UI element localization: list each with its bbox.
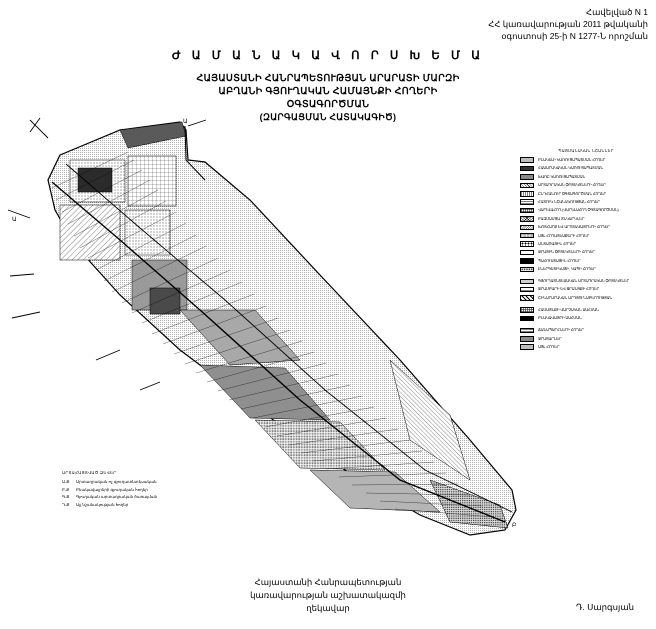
title-sub-2: ԱԲՂԱՆԻ ԳՅՈՒՂԱԿԱՆ ՀԱՄԱՅՆՔԻ ՀՈՂԵՐԻ [218, 86, 438, 97]
legend-item [520, 327, 652, 333]
legend-swatch-icon [520, 316, 534, 322]
abbreviation-key: Բ-Ք [62, 486, 70, 492]
abbreviation-key: Ա-Ք [62, 479, 70, 484]
legend-item [520, 182, 652, 188]
legend-swatch-icon [520, 157, 534, 163]
legend-swatch-icon [520, 166, 534, 172]
legend-swatch-icon [520, 279, 534, 285]
legend-swatch-icon [520, 174, 534, 180]
legend-item-label: ՋՐԱՅԻՆ ՕԲՅԵԿՏՆԵՐԻ ՀՈՂԵՐ [538, 250, 595, 255]
legend-item-label: ԱՅԼ ՀՈՂԵՐ [538, 344, 560, 350]
abbreviation-text: Այլ նշանակության հողեր [76, 501, 129, 507]
abbreviation-row [62, 502, 192, 508]
legend-item-label: ԱՐՏԱԴՐԱԿԱՆ ՕԲՅԵԿՏՆԵՐԻ ՀՈՂԵՐ [538, 183, 606, 188]
legend-swatch-icon [520, 199, 534, 205]
abbreviation-row [62, 494, 192, 500]
legend-item [520, 199, 652, 205]
legend-item-label: ՎԱՐԵԼԱՀՈՂ (ՎԱՐԵԼԱՀՈՂ ՕԳՏԱԳՈՐԾՄԱՆ) [538, 208, 619, 213]
legend-item-label: ԲԱԶՄԱՄՅԱ ՏՆԿԱՐԿՆԵՐ [538, 216, 585, 221]
title-sub-1: ՀԱՅԱՍՏԱՆԻ ՀԱՆՐԱՊԵՏՈՒԹՅԱՆ ԱՐԱՐԱՏԻ ՄԱՐԶԻ [196, 73, 460, 84]
legend-item-label: ՀԱՏՈՒԿ ՆՇԱՆԱԿՈՒԹՅԱՆ ՀՈՂԵՐ [538, 199, 600, 205]
legend-item-label: ՀԱՍԱՐԱԿԱԿԱՆ ԿԱՌՈՒՑԱՊԱՏՄԱՆ [538, 166, 603, 171]
legend-item [520, 336, 652, 342]
legend-item [520, 233, 652, 239]
legend-swatch-icon [520, 183, 534, 189]
header-line-1: Հավելված N 1 [586, 7, 648, 17]
legend-item-label: ԽԱՌԸ ԿԱՌՈՒՑԱՊԱՏՄԱՆ [538, 174, 586, 179]
legend-item [520, 166, 652, 172]
legend-swatch-icon [520, 344, 534, 350]
abbreviation-text: Գյուղական արտադրական ծառայման [76, 494, 158, 499]
legend-item-label: ԸՆԴՀԱՆՈՒՐ ՕԳՏԱԳՈՐԾՄԱՆ ՀՈՂԵՐ [538, 191, 606, 196]
abbreviation-legend-title: ԱՐՏԱՀԱՅՏՎԱԾ ՁԵՎԵՐ [62, 470, 117, 475]
abbreviation-legend [62, 470, 192, 509]
legend-item [520, 344, 652, 350]
legend-item-label: ԷՆԵՐԳԵՏԻԿԱՅԻ, ԿԱՊԻ ՀՈՂԵՐ [538, 266, 596, 272]
legend-item [520, 191, 652, 197]
legend-item-label: ՀԱՄԱՅՆՔԻ ՎԱՐՉԱԿԱՆ ՍԱՀՄԱՆ [538, 307, 599, 312]
header-line-3: օգոստոսի 25-ի N 1277-Ն որոշման [501, 31, 648, 41]
abbreviation-row [62, 479, 192, 485]
legend-swatch-icon [520, 225, 534, 231]
footer-block [0, 576, 656, 615]
legend-item [520, 241, 652, 247]
legend-swatch-icon [520, 208, 534, 214]
legend-item [520, 157, 652, 163]
footer-line-3: ղեկավար [306, 603, 350, 613]
abbreviation-key: Գ-Ք [62, 494, 70, 499]
legend-swatch-icon [520, 250, 534, 256]
legend-swatch-icon [520, 287, 534, 293]
legend-item [520, 208, 652, 214]
footer-line-1: Հայաստանի Հանրապետության [254, 577, 402, 587]
legend-swatch-icon [520, 216, 534, 222]
legend-item [520, 278, 652, 284]
legend-swatch-icon [520, 241, 534, 247]
legend-item [520, 315, 652, 321]
abbreviation-text: Արտադրական ոչ գյուղատնտեսական [76, 479, 157, 484]
page-title: Ժ Ա Մ Ա Ն Ա Կ Ա Վ Ո Ր Ս Խ Ե Մ Ա [171, 50, 485, 62]
abbreviation-rows [62, 479, 192, 508]
legend-item-label: ՋՐԱՏԱՐՆԵՐ [538, 336, 562, 341]
legend-item [520, 174, 652, 180]
legend-item [520, 266, 652, 272]
legend-item-label: ԽՈՏՀԱՐՔ ԵՎ ԱՐՈՏԱՎԱՅՐԵՐԻ ՀՈՂԵՐ [538, 225, 610, 230]
legend-swatch-icon [520, 258, 534, 264]
legend-item [520, 258, 652, 264]
legend-item [520, 250, 652, 256]
legend-swatch-icon [520, 295, 534, 301]
abbreviation-key: Դ-Ք [62, 501, 70, 507]
footer-line-2: կառավարության աշխատակազմի [250, 590, 406, 600]
map-label-2: Բ [512, 523, 517, 529]
title-sub-4: (ԶԱՐԳԱՑՄԱՆ ՀԱՏԱԿԱԳԻԾ) [259, 112, 397, 122]
title-sub-3: ՕԳՏԱԳՈՐԾՄԱՆ [286, 99, 370, 110]
legend-item-label: ԲՆԱԿԵԼԻ ԿԱՌՈՒՑԱՊԱՏՄԱՆ ՀՈՂԵՐ [538, 157, 606, 163]
abbreviation-text: Բնակավայրերի գյուղական հողեր [76, 486, 148, 492]
abbreviation-row [62, 487, 192, 493]
legend-swatch-icon [520, 233, 534, 239]
legend-item [520, 307, 652, 313]
map-label-1: Ա [12, 217, 17, 223]
legend-item-label: ՇԻՆԱՐԱՐԱԿԱՆ ԱՐԴՅՈՒՆԱԲԵՐՈՒԹՅԱՆ [538, 295, 612, 300]
legend-swatch-icon [520, 267, 534, 273]
legend-item-label: ՃԱՆԱՊԱՐՀՆԵՐԻ ՀՈՂԵՐ [538, 328, 584, 333]
legend-item [520, 287, 652, 293]
legend-swatch-icon [520, 191, 534, 197]
legend-swatch-icon [520, 328, 534, 334]
legend-item-label: ՋՐԱՄԲԱՐԻ ԵՎ ՋՐԱՆՑՔԻ ՀՈՂԵՐ [538, 287, 600, 292]
map-label-0: Ա [183, 119, 188, 125]
legend-item-label: ԲՆԱԿԱՎԱՅՐԻ ՍԱՀՄԱՆ [538, 316, 582, 321]
legend-swatch-icon [520, 307, 534, 313]
legend-item-label: ՊԱՀՈՒՍՏԱՅԻՆ ՀՈՂԵՐ [538, 258, 581, 263]
document-header [488, 6, 648, 42]
legend-item-label: ԳՅՈՒՂԱՏՆՏԵՍԱԿԱՆ ԱՐՏԱԴՐԱԿԱՆ ՕԲՅԵԿՏՆԵՐ [538, 278, 630, 284]
legend-rows [520, 157, 652, 350]
legend-item [520, 224, 652, 230]
map-legend [520, 148, 652, 353]
legend-item-label: ԱՅԼ ՀՈՂԱՏԵՍՔԵՐԻ ՀՈՂԵՐ [538, 233, 590, 238]
header-line-2: ՀՀ կառավարության 2011 թվականի [488, 19, 648, 29]
legend-swatch-icon [520, 336, 534, 342]
legend-item [520, 295, 652, 301]
legend-item-label: ԱՆՏԱՌԱՅԻՆ ՀՈՂԵՐ [538, 241, 577, 246]
signature: Դ. Սարգսյան [576, 602, 634, 612]
legend-item [520, 216, 652, 222]
legend-title: ՊԱՅՄԱՆԱԿԱՆ ՆՇԱՆՆԵՐ [558, 148, 614, 153]
